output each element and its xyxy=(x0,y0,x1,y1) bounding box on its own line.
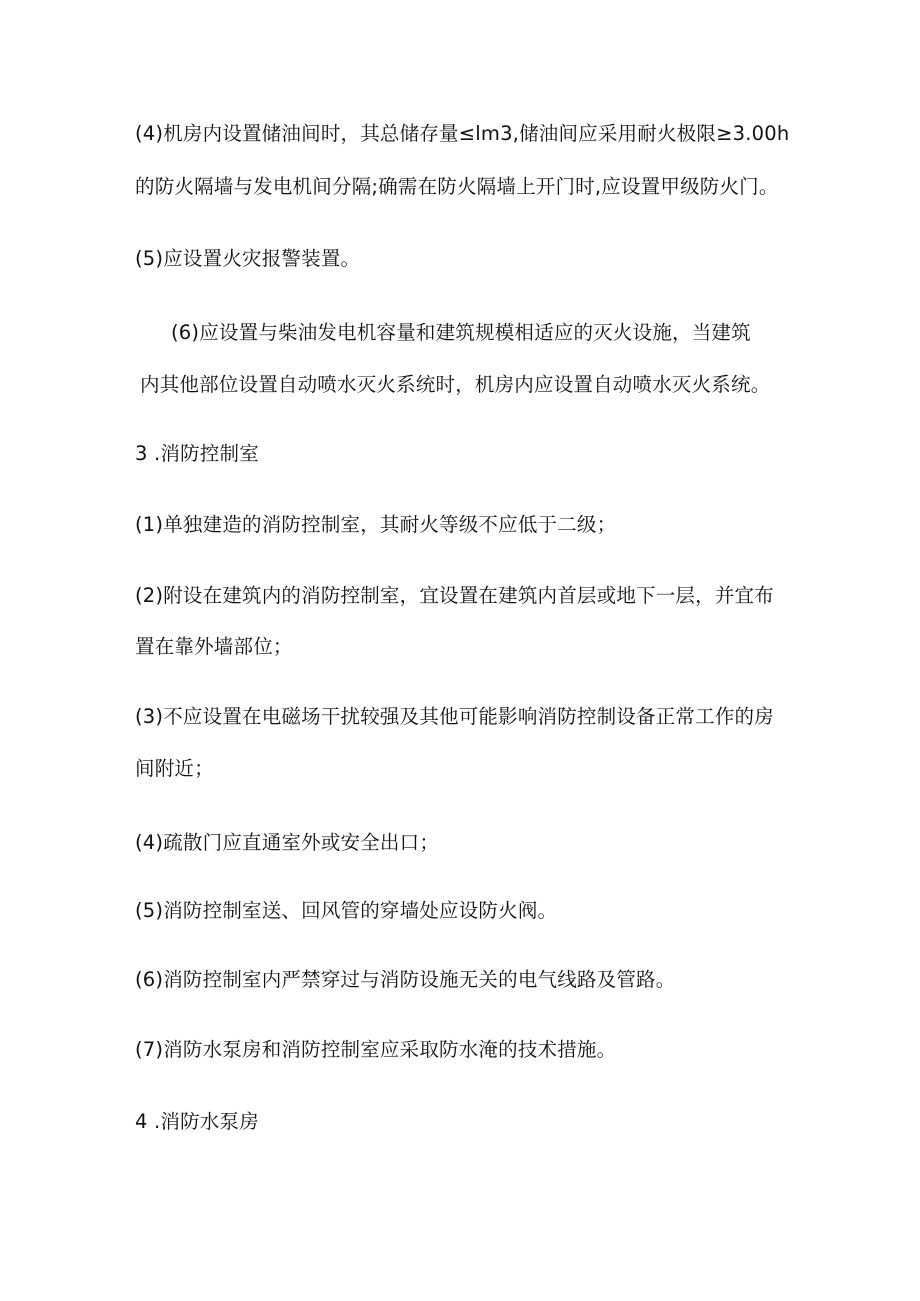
text-line: 置在靠外墙部位； xyxy=(135,635,293,658)
text-line: 内其他部位设置自动喷水灭火系统时，机房内应设置自动喷水灭火系统。 xyxy=(140,373,771,396)
section-heading: 3 .消防控制室 xyxy=(135,442,259,465)
text-line: (5)应设置火灾报警装置。 xyxy=(135,247,361,270)
section-heading: 4 .消防水泵房 xyxy=(135,1110,259,1133)
text-line: (1)单独建造的消防控制室，其耐火等级不应低于二级； xyxy=(135,513,617,536)
text-line: 的防火隔墙与发电机间分隔;确需在防火隔墙上开门时,应设置甲级防火门。 xyxy=(135,175,779,198)
text-line: (7)消防水泵房和消防控制室应采取防水淹的技术措施。 xyxy=(135,1038,617,1061)
text-line: (6)应设置与柴油发电机容量和建筑规模相适应的灭火设施，当建筑 xyxy=(171,321,751,344)
text-line: (4)疏散门应直通室外或安全出口； xyxy=(135,831,440,854)
text-line: (4)机房内设置储油间时，其总储存量≤lm3,储油间应采用耐火极限≥3.00h xyxy=(135,122,790,145)
text-line: (5)消防控制室送、回风管的穿墙处应设防火阀。 xyxy=(135,899,558,922)
text-line: 间附近； xyxy=(135,757,214,780)
text-line: (2)附设在建筑内的消防控制室，宜设置在建筑内首层或地下一层，并宜布 xyxy=(135,584,774,607)
text-line: (3)不应设置在电磁场干扰较强及其他可能影响消防控制设备正常工作的房 xyxy=(135,705,774,728)
text-line: (6)消防控制室内严禁穿过与消防设施无关的电气线路及管路。 xyxy=(135,968,676,991)
